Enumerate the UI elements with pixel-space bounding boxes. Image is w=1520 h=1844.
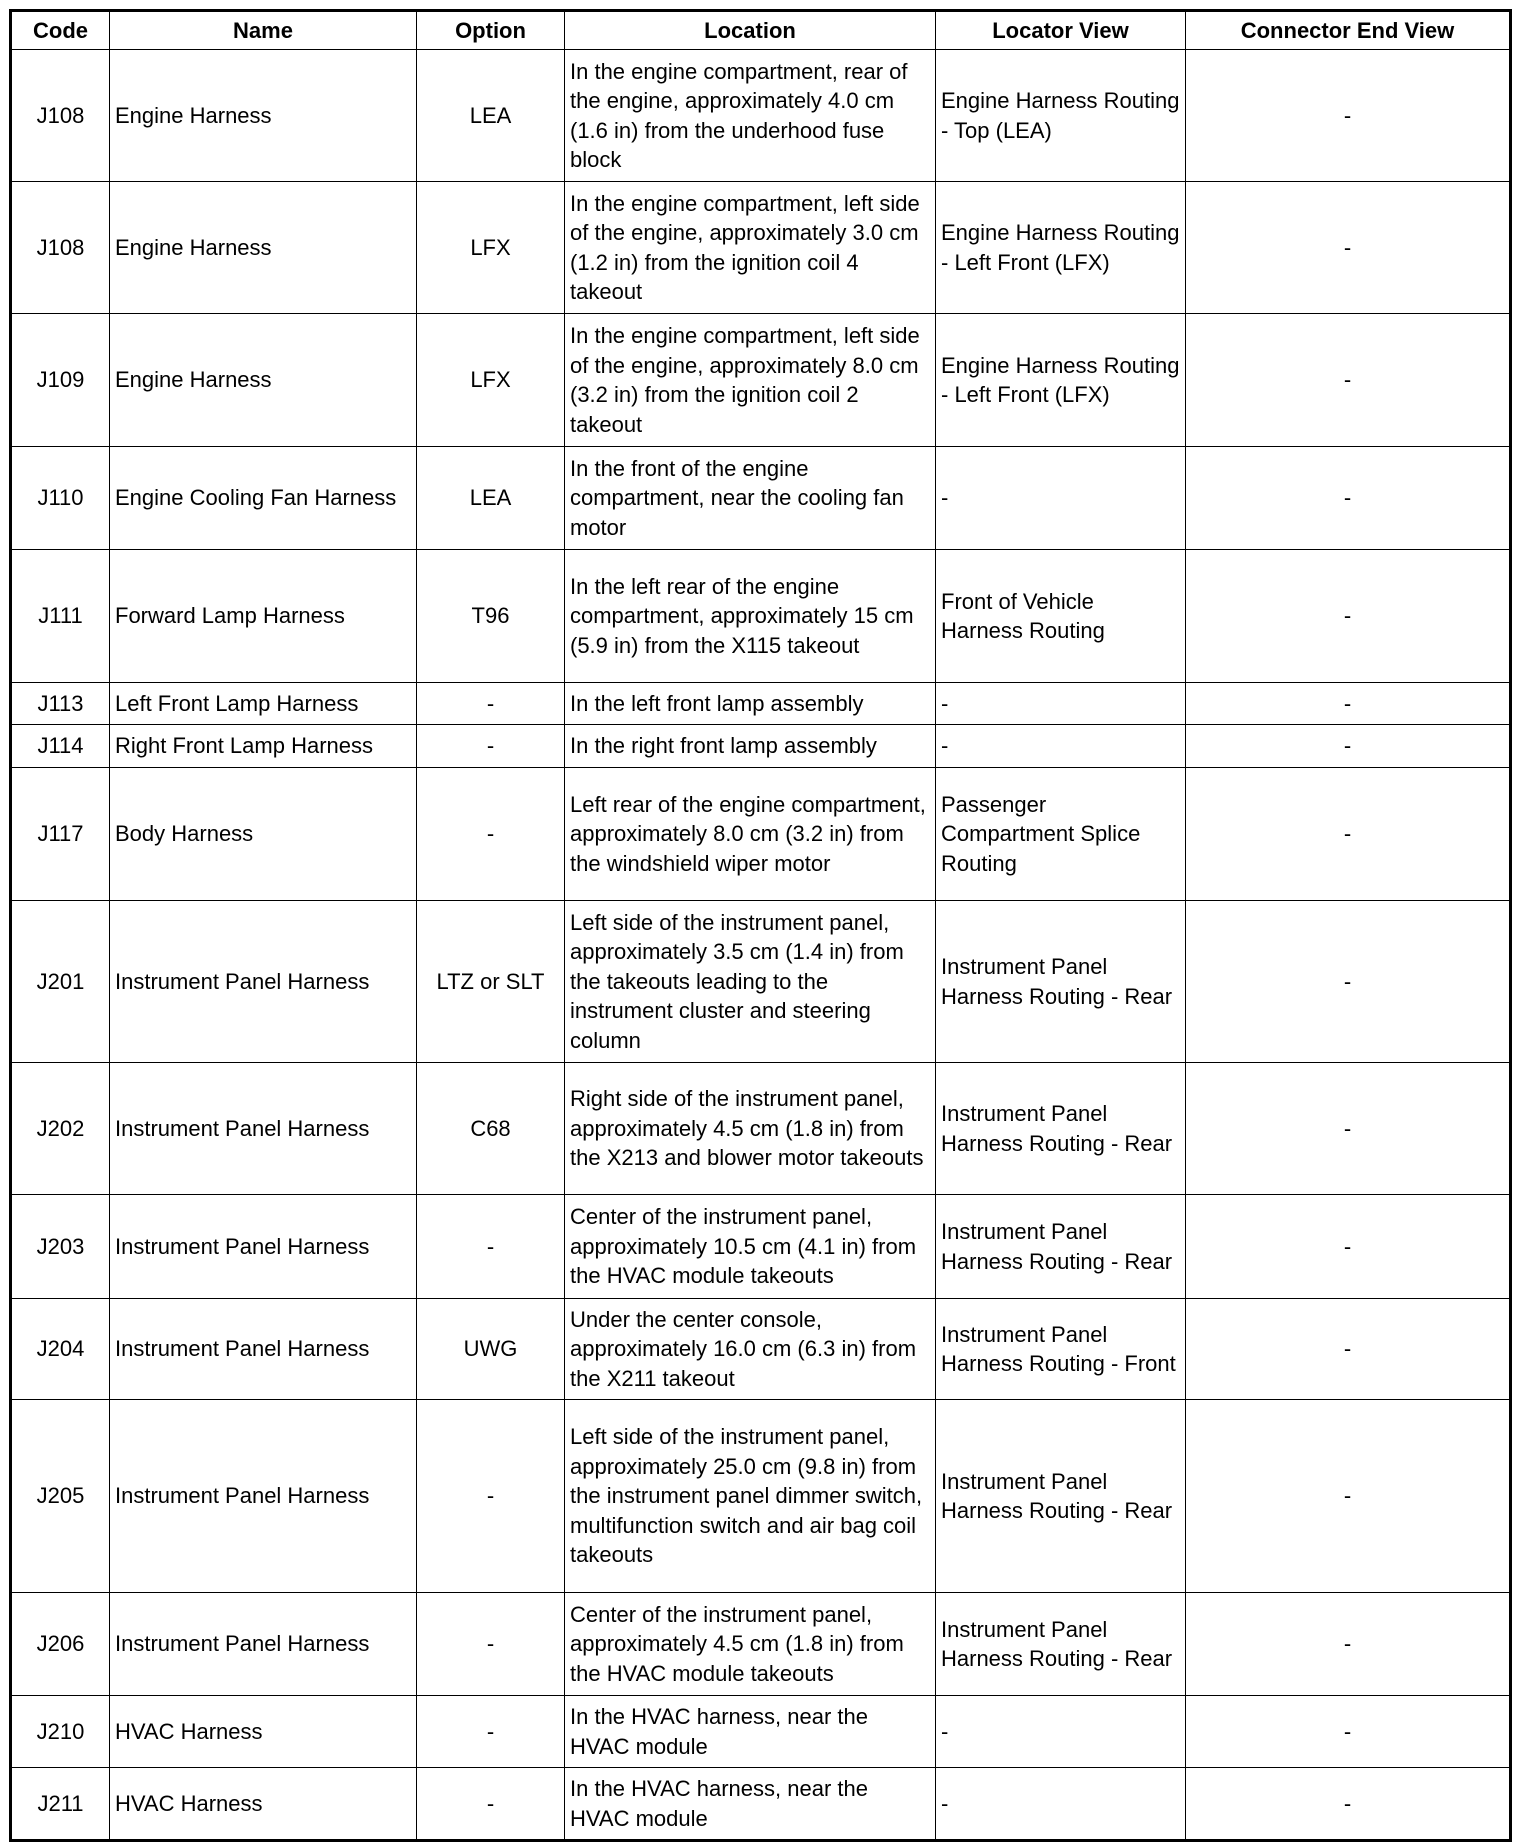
cell-location: In the HVAC harness, near the HVAC module [565,1768,936,1841]
cell-connector: - [1186,901,1511,1063]
cell-location: Center of the instrument panel, approximately 10.5 cm (4.1 in) from the HVAC module takeouts [565,1195,936,1299]
cell-name: Engine Harness [110,182,417,314]
cell-name: Instrument Panel Harness [110,1593,417,1696]
cell-option: - [417,1768,565,1841]
cell-locator: - [936,1696,1186,1768]
cell-name: Forward Lamp Harness [110,550,417,683]
cell-connector: - [1186,1768,1511,1841]
cell-option: C68 [417,1063,565,1195]
cell-location: In the front of the engine compartment, near the cooling fan motor [565,447,936,550]
cell-locator: - [936,683,1186,725]
cell-location: In the HVAC harness, near the HVAC module [565,1696,936,1768]
cell-code: J210 [11,1696,110,1768]
table-row [11,1593,1511,1696]
cell-name: Instrument Panel Harness [110,1299,417,1400]
cell-code: J117 [11,768,110,901]
cell-locator: Front of Vehicle Harness Routing [936,550,1186,683]
cell-option: - [417,725,565,768]
cell-option: - [417,1400,565,1593]
cell-name: Body Harness [110,768,417,901]
cell-name: Engine Cooling Fan Harness [110,447,417,550]
cell-locator: Engine Harness Routing - Top (LEA) [936,50,1186,182]
cell-connector: - [1186,1593,1511,1696]
table-row [11,1400,1511,1593]
cell-code: J205 [11,1400,110,1593]
cell-code: J202 [11,1063,110,1195]
header-location: Location [565,11,936,50]
header-row [11,11,1511,50]
cell-name: Instrument Panel Harness [110,1400,417,1593]
cell-option: LTZ or SLT [417,901,565,1063]
cell-code: J204 [11,1299,110,1400]
cell-option: - [417,1593,565,1696]
cell-locator: Engine Harness Routing - Left Front (LFX) [936,182,1186,314]
cell-option: - [417,768,565,901]
cell-connector: - [1186,1195,1511,1299]
table-row [11,447,1511,550]
cell-option: - [417,683,565,725]
cell-option: LFX [417,182,565,314]
cell-location: Right side of the instrument panel, approximately 4.5 cm (1.8 in) from the X213 and blower motor takeouts [565,1063,936,1195]
cell-location: In the engine compartment, left side of the engine, approximately 3.0 cm (1.2 in) from the ignition coil 4 takeout [565,182,936,314]
table-row [11,901,1511,1063]
table-row [11,182,1511,314]
table-row [11,768,1511,901]
cell-connector: - [1186,1299,1511,1400]
cell-code: J108 [11,50,110,182]
cell-connector: - [1186,1400,1511,1593]
cell-option: LEA [417,50,565,182]
cell-locator: Instrument Panel Harness Routing - Rear [936,901,1186,1063]
cell-code: J113 [11,683,110,725]
cell-connector: - [1186,447,1511,550]
cell-connector: - [1186,683,1511,725]
cell-locator: Passenger Compartment Splice Routing [936,768,1186,901]
cell-locator: - [936,447,1186,550]
cell-option: - [417,1195,565,1299]
table-row [11,1299,1511,1400]
cell-connector: - [1186,1063,1511,1195]
table-row [11,50,1511,182]
cell-name: Engine Harness [110,314,417,447]
cell-name: Instrument Panel Harness [110,1063,417,1195]
table-row [11,683,1511,725]
table-row [11,725,1511,768]
cell-connector: - [1186,182,1511,314]
header-option: Option [417,11,565,50]
cell-location: Under the center console, approximately 16.0 cm (6.3 in) from the X211 takeout [565,1299,936,1400]
cell-location: In the left rear of the engine compartment, approximately 15 cm (5.9 in) from the X115 takeout [565,550,936,683]
table-row [11,314,1511,447]
header-locator-view: Locator View [936,11,1186,50]
cell-locator: Instrument Panel Harness Routing - Front [936,1299,1186,1400]
cell-option: LEA [417,447,565,550]
cell-locator: Instrument Panel Harness Routing - Rear [936,1400,1186,1593]
cell-locator: Engine Harness Routing - Left Front (LFX) [936,314,1186,447]
cell-code: J201 [11,901,110,1063]
cell-connector: - [1186,550,1511,683]
table-row [11,550,1511,683]
cell-location: Left side of the instrument panel, approximately 3.5 cm (1.4 in) from the takeouts leading to the instrument cluster and steering column [565,901,936,1063]
table-row [11,1696,1511,1768]
header-code: Code [11,11,110,50]
cell-location: In the engine compartment, rear of the engine, approximately 4.0 cm (1.6 in) from the underhood fuse block [565,50,936,182]
cell-code: J108 [11,182,110,314]
cell-code: J110 [11,447,110,550]
cell-location: Center of the instrument panel, approximately 4.5 cm (1.8 in) from the HVAC module takeouts [565,1593,936,1696]
table-row [11,1063,1511,1195]
cell-location: Left rear of the engine compartment, approximately 8.0 cm (3.2 in) from the windshield wiper motor [565,768,936,901]
cell-connector: - [1186,1696,1511,1768]
cell-code: J203 [11,1195,110,1299]
cell-code: J109 [11,314,110,447]
cell-code: J114 [11,725,110,768]
cell-location: Left side of the instrument panel, approximately 25.0 cm (9.8 in) from the instrument panel dimmer switch, multifunction switch and air bag coil takeouts [565,1400,936,1593]
cell-code: J111 [11,550,110,683]
cell-option: T96 [417,550,565,683]
header-connector-end-view: Connector End View [1186,11,1511,50]
cell-name: Instrument Panel Harness [110,1195,417,1299]
harness-splice-table [9,9,1512,1842]
cell-locator: Instrument Panel Harness Routing - Rear [936,1195,1186,1299]
cell-option: LFX [417,314,565,447]
cell-connector: - [1186,50,1511,182]
cell-connector: - [1186,314,1511,447]
cell-location: In the left front lamp assembly [565,683,936,725]
cell-name: HVAC Harness [110,1768,417,1841]
cell-locator: Instrument Panel Harness Routing - Rear [936,1063,1186,1195]
cell-name: Instrument Panel Harness [110,901,417,1063]
cell-locator: - [936,1768,1186,1841]
cell-code: J211 [11,1768,110,1841]
cell-name: Right Front Lamp Harness [110,725,417,768]
cell-location: In the engine compartment, left side of the engine, approximately 8.0 cm (3.2 in) from the ignition coil 2 takeout [565,314,936,447]
cell-name: Left Front Lamp Harness [110,683,417,725]
cell-name: Engine Harness [110,50,417,182]
cell-locator: - [936,725,1186,768]
cell-code: J206 [11,1593,110,1696]
cell-location: In the right front lamp assembly [565,725,936,768]
table-row [11,1768,1511,1841]
table-row [11,1195,1511,1299]
cell-name: HVAC Harness [110,1696,417,1768]
cell-locator: Instrument Panel Harness Routing - Rear [936,1593,1186,1696]
cell-option: - [417,1696,565,1768]
cell-connector: - [1186,725,1511,768]
cell-option: UWG [417,1299,565,1400]
header-name: Name [110,11,417,50]
cell-connector: - [1186,768,1511,901]
